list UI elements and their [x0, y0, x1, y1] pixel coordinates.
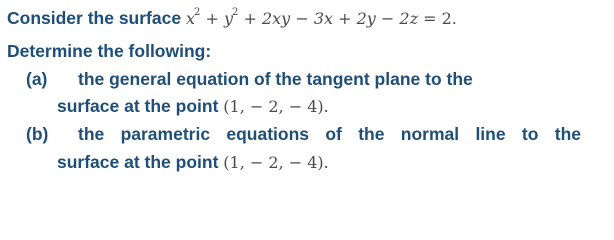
- part-b-line2: surface at the point (1, − 2, − 4).: [57, 152, 329, 172]
- surface-equation: $x^2 + y^2 + 2xy - 3x + 2y - 2z = 2$.: [185, 7, 457, 28]
- part-a-line1: the general equation of the tangent plane to the: [78, 69, 473, 89]
- part-b-label: (b): [26, 124, 49, 144]
- intro-line: [7, 7, 457, 33]
- part-a-label: (a): [26, 69, 48, 89]
- part-b-line1: the parametric equations of the normal line to the: [78, 124, 581, 144]
- part-a-point: (1, − 2, − 4).: [223, 97, 329, 116]
- determine-heading: Determine the following:: [7, 41, 212, 61]
- part-b-point: (1, − 2, − 4).: [223, 153, 329, 172]
- part-a-line2: surface at the point (1, − 2, − 4).: [57, 96, 329, 116]
- intro-prefix: Consider the surface: [7, 8, 182, 28]
